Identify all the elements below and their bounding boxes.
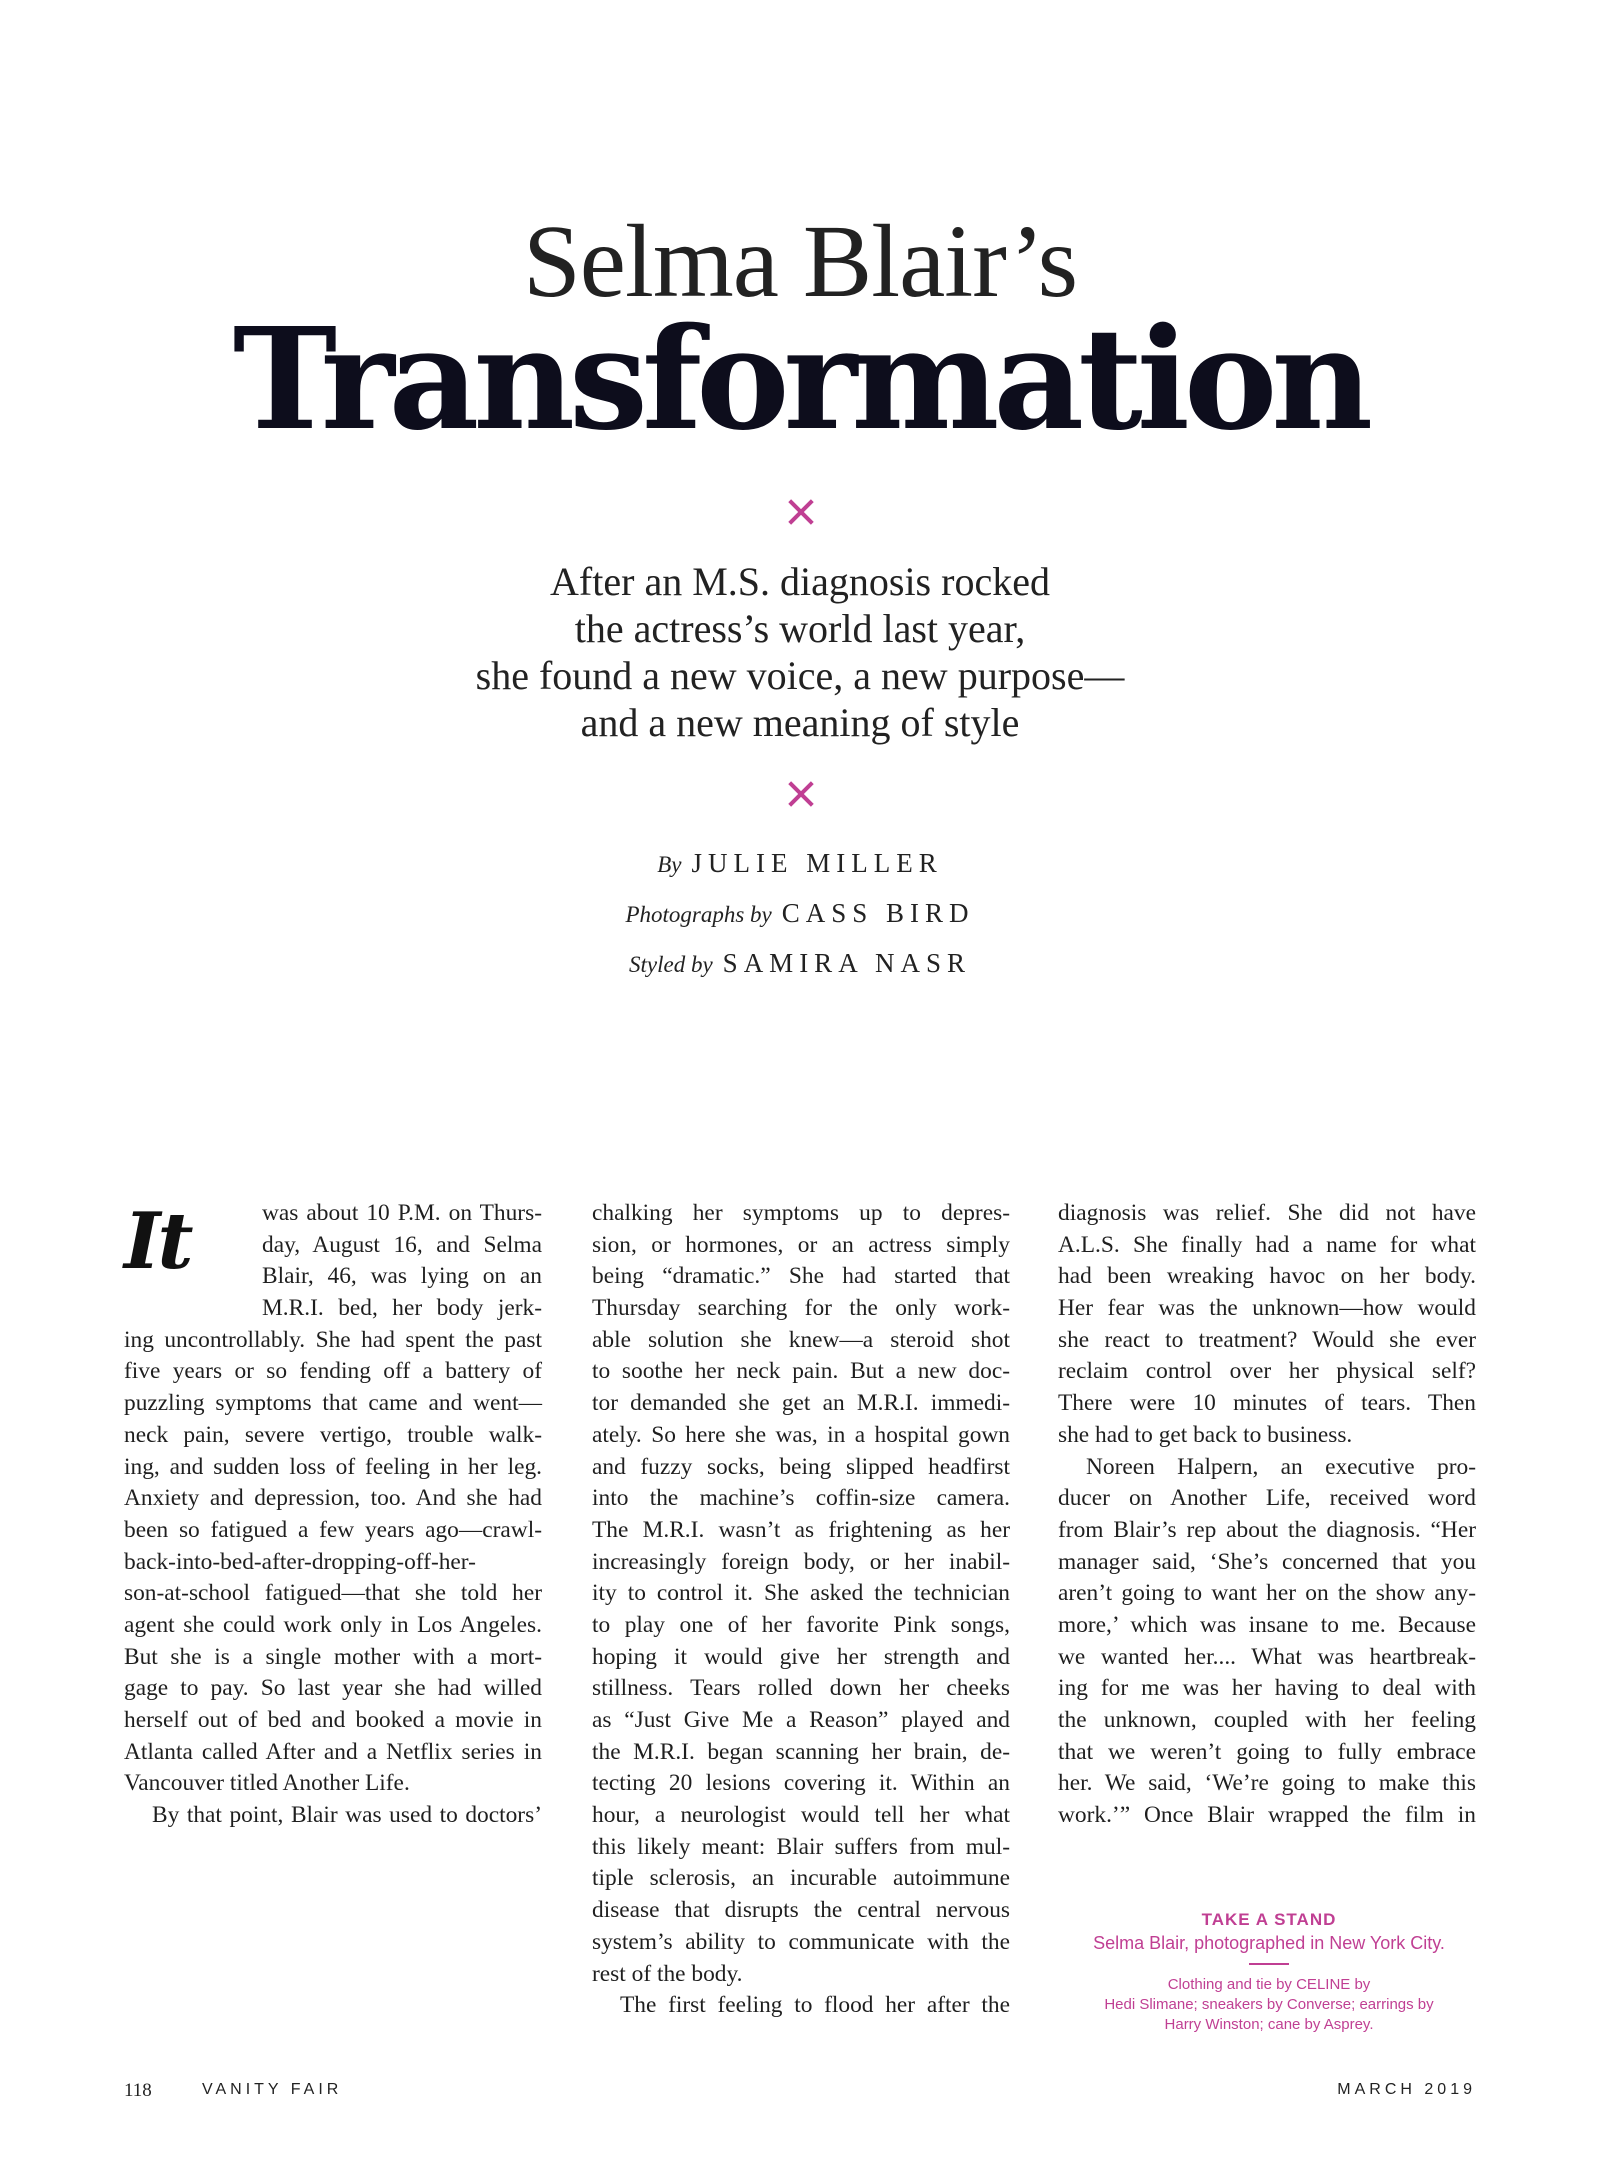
drop-cap: It: [124, 1196, 191, 1287]
caption-credit-line: Hedi Slimane; sneakers by Converse; earrings by: [1104, 1996, 1434, 2013]
caption-heading: TAKE A STAND: [1201, 1910, 1337, 1929]
text-line: ducer on Another Life, received word: [1058, 1485, 1476, 1512]
text-line: ing, and sudden loss of feeling in her leg.: [124, 1453, 542, 1480]
article-column-1: [124, 1198, 542, 1832]
text-line: back-into-bed-after-dropping-off-her-: [124, 1548, 476, 1575]
text-line: stillness. Tears rolled down her cheeks: [592, 1675, 1010, 1702]
text-line: ity to control it. She asked the technician: [592, 1580, 1010, 1607]
text-line: diagnosis was relief. She did not have: [1058, 1200, 1476, 1226]
text-line: disease that disrupts the central nervous: [592, 1897, 1010, 1924]
text-line: we wanted her.... What was heartbreak-: [1058, 1643, 1476, 1670]
text-line: was about 10 P.M. on Thurs-: [262, 1200, 542, 1226]
text-line: and fuzzy socks, being slipped headfirst: [592, 1453, 1010, 1480]
text-line: five years or so fending off a battery of: [124, 1358, 542, 1385]
text-line: system’s ability to communicate with the: [592, 1928, 1010, 1955]
text-line: agent she could work only in Los Angeles.: [124, 1611, 542, 1638]
text-line: tiple sclerosis, an incurable autoimmune: [592, 1865, 1010, 1892]
text-line: the unknown, coupled with her feeling: [1058, 1707, 1476, 1733]
dek-line: the actress’s world last year,: [574, 606, 1026, 651]
caption-subheading: Selma Blair, photographed in New York City.: [1093, 1933, 1445, 1953]
text-line: herself out of bed and booked a movie in: [124, 1707, 542, 1733]
issue-date: MARCH 2019: [1337, 2081, 1476, 2098]
text-line: she react to treatment? Would she ever: [1058, 1326, 1476, 1353]
text-line: work.’” Once Blair wrapped the film in: [1058, 1802, 1476, 1829]
text-line: Blair, 46, was lying on an: [262, 1263, 542, 1290]
dek-line: After an M.S. diagnosis rocked: [550, 559, 1050, 604]
article-column-2: [592, 1198, 1010, 2022]
caption-rule: [1249, 1963, 1289, 1965]
text-line: There were 10 minutes of tears. Then: [1058, 1390, 1476, 1417]
text-line: A.L.S. She finally had a name for what: [1058, 1231, 1476, 1258]
text-line: the M.R.I. began scanning her brain, de-: [592, 1738, 1010, 1765]
text-line: had been wreaking havoc on her body.: [1058, 1263, 1476, 1290]
text-line: aren’t going to want her on the show any-: [1058, 1580, 1476, 1607]
text-line: Anxiety and depression, too. And she had: [124, 1485, 542, 1512]
text-line: hoping it would give her strength and: [592, 1643, 1010, 1670]
text-line: this likely meant: Blair suffers from mul-: [592, 1833, 1010, 1860]
text-line: Atlanta called After and a Netflix series in: [124, 1738, 542, 1765]
text-line: gage to pay. So last year she had willed: [124, 1675, 542, 1702]
text-line: rest of the body.: [592, 1960, 743, 1987]
text-line: into the machine’s coffin-size camera.: [592, 1485, 1010, 1512]
text-line: chalking her symptoms up to depres-: [592, 1200, 1010, 1226]
text-line: tecting 20 lesions covering it. Within an: [592, 1770, 1010, 1797]
text-line: M.R.I. bed, her body jerk-: [262, 1295, 542, 1322]
text-line: to soothe her neck pain. But a new doc-: [592, 1358, 1010, 1385]
caption-credits: [1062, 1975, 1476, 2035]
text-line: By that point, Blair was used to doctors’: [152, 1802, 542, 1829]
text-line: Her fear was the unknown—how would: [1058, 1295, 1476, 1322]
text-line: ing uncontrollably. She had spent the past: [124, 1326, 542, 1353]
text-line: increasingly foreign body, or her inabil-: [592, 1548, 1010, 1575]
text-line: tor demanded she get an M.R.I. immedi-: [592, 1390, 1010, 1417]
text-line: puzzling symptoms that came and went—: [124, 1390, 542, 1417]
text-line: to play one of her favorite Pink songs,: [592, 1611, 1010, 1638]
byline-writer: [0, 848, 1600, 879]
byline-stylist: [0, 948, 1600, 979]
credit-role: By: [657, 852, 682, 877]
text-line: neck pain, severe vertigo, trouble walk-: [124, 1421, 542, 1448]
text-line: ately. So here she was, in a hospital gown: [592, 1421, 1010, 1448]
text-line: The first feeling to flood her after the: [620, 1992, 1010, 2019]
text-line: Noreen Halpern, an executive pro-: [1086, 1453, 1476, 1480]
text-line: But she is a single mother with a mort-: [124, 1643, 542, 1670]
text-line: Vancouver titled Another Life.: [124, 1770, 410, 1797]
credit-name: JULIE MILLER: [691, 848, 943, 878]
text-line: from Blair’s rep about the diagnosis. “Her: [1058, 1516, 1476, 1543]
text-line: more,’ which was insane to me. Because: [1058, 1611, 1476, 1638]
text-line: her. We said, ‘We’re going to make this: [1058, 1770, 1476, 1797]
text-line: she had to get back to business.: [1058, 1421, 1353, 1448]
credit-role: Photographs by: [625, 902, 772, 927]
text-line: ing for me was her having to deal with: [1058, 1675, 1476, 1702]
text-line: reclaim control over her physical self?: [1058, 1358, 1476, 1385]
article-column-3: [1058, 1198, 1476, 1832]
credit-name: CASS BIRD: [781, 898, 975, 928]
text-line: been so fatigued a few years ago—crawl-: [124, 1516, 542, 1543]
text-line: that we weren’t going to fully embrace: [1058, 1738, 1476, 1765]
byline-photographer: [0, 898, 1600, 929]
headline-line-2: Transformation: [232, 298, 1368, 462]
headline-line-1: Selma Blair’s: [522, 204, 1078, 319]
divider-x-icon: [782, 494, 818, 530]
credit-role: Styled by: [629, 952, 713, 977]
text-line: sion, or hormones, or an actress simply: [592, 1231, 1010, 1258]
page-number: 118: [124, 2080, 152, 2101]
text-line: able solution she knew—a steroid shot: [592, 1326, 1010, 1353]
dek-line: and a new meaning of style: [580, 700, 1020, 745]
text-line: The M.R.I. wasn’t as frightening as her: [592, 1516, 1010, 1543]
divider-x-icon: [782, 776, 818, 812]
caption-credit-line: Clothing and tie by CELINE by: [1167, 1976, 1371, 1993]
text-line: as “Just Give Me a Reason” played and: [592, 1707, 1010, 1733]
text-line: being “dramatic.” She had started that: [592, 1263, 1010, 1290]
caption-credit-line: Harry Winston; cane by Asprey.: [1164, 2016, 1374, 2033]
publication-name: VANITY FAIR: [202, 2081, 343, 2098]
text-line: manager said, ‘She’s concerned that you: [1058, 1548, 1476, 1575]
dek-line: she found a new voice, a new purpose—: [475, 653, 1125, 698]
credit-name: SAMIRA NASR: [722, 948, 971, 978]
text-line: Thursday searching for the only work-: [592, 1295, 1010, 1322]
dek: [0, 558, 1600, 746]
text-line: day, August 16, and Selma: [262, 1231, 542, 1258]
text-line: hour, a neurologist would tell her what: [592, 1802, 1010, 1829]
text-line: son-at-school fatigued—that she told her: [124, 1580, 542, 1607]
